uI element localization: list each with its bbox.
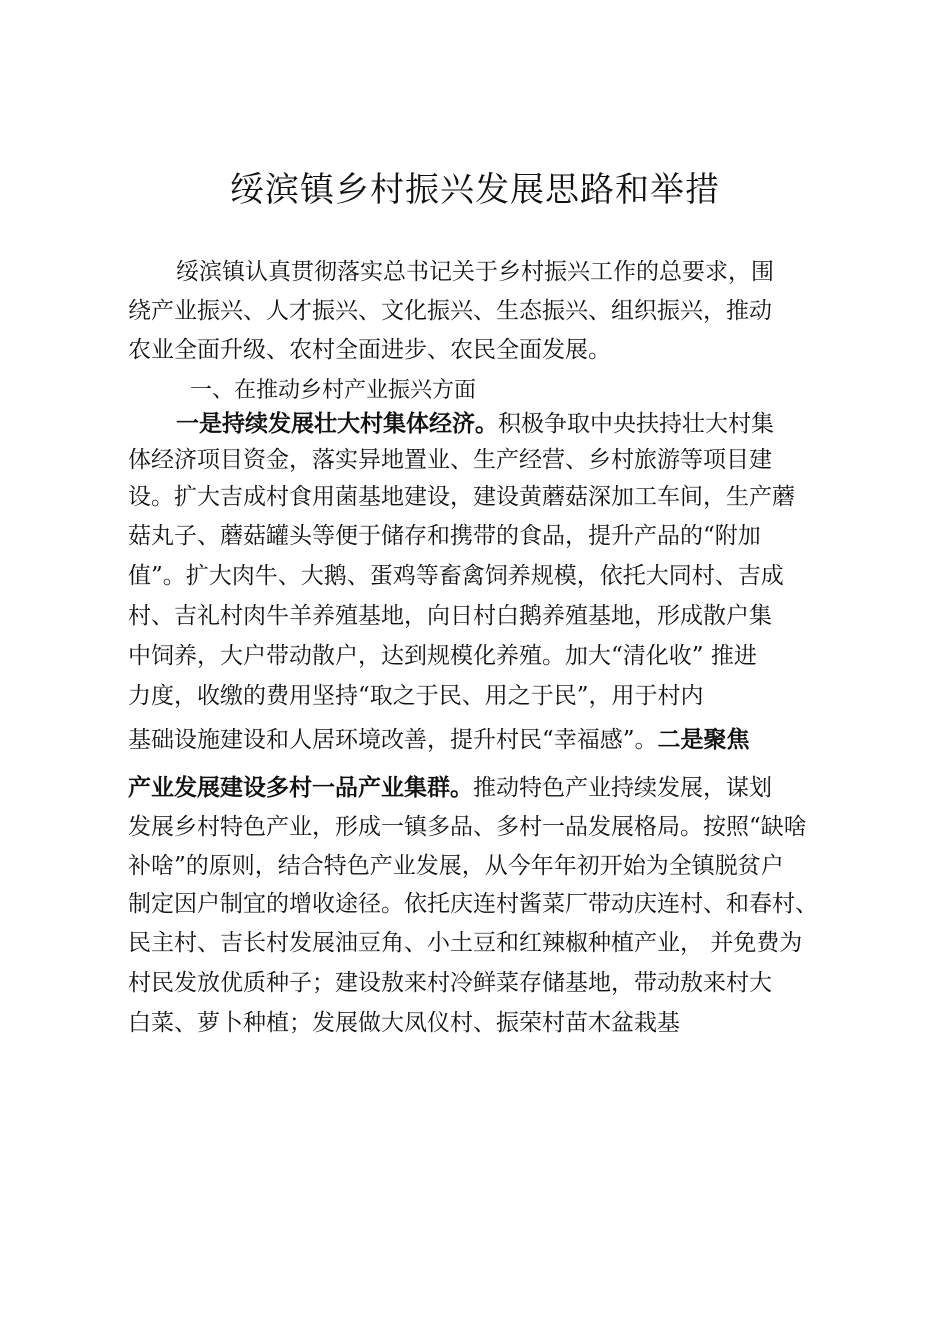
item2-line-1 [128,773,772,803]
item1-line-8: 力度，收缴的费用坚持“取之于民、用之于民”，用于村内 [128,683,704,709]
item2-line-2: 发展乡村特色产业，形成一镇多品、多村一品发展格局。按照“缺啥 [128,814,807,840]
item2-line-1-rest: 推动特色产业持续发展，谋划 [473,775,772,801]
item1-line-7: 中饲养，大户带动散户，达到规模化养殖。加大“清化收” 推进 [128,643,757,669]
item2-line-4: 制定因户制宜的增收途径。依托庆连村酱菜厂带动庆连村、和春村、 [128,891,818,917]
item2-line-3: 补啥”的原则，结合特色产业发展，从今年年初开始为全镇脱贫户 [128,853,784,879]
item1-title: 一是持续发展壮大村集体经济。 [176,411,498,437]
document-title: 绥滨镇乡村振兴发展思路和举措 [230,170,720,210]
item2-title: 产业发展建设多村一品产业集群。 [128,775,473,801]
section-heading: 一、在推动乡村产业振兴方面 [190,378,477,403]
item2-title-start: 二是聚焦 [657,727,750,753]
item1-line-4: 菇丸子、蘑菇罐头等便于储存和携带的食品，提升产品的“附加 [128,523,761,549]
item1-line-9 [128,725,750,755]
intro-line-1: 绥滨镇认真贯彻落实总书记关于乡村振兴工作的总要求，围 [176,259,774,285]
item1-line-6: 村、吉礼村肉牛羊养殖基地，向日村白鹅养殖基地，形成散户集 [128,603,772,629]
item2-line-7: 白菜、萝卜种植；发展做大凤仪村、振荣村苗木盆栽基 [128,1010,680,1036]
item1-line-3: 设。扩大吉成村食用菌基地建设，建设黄蘑菇深加工车间，生产蘑 [128,484,795,510]
item1-line-1-rest: 积极争取中央扶持壮大村集 [498,411,774,437]
item1-line-9-text: 基础设施建设和人居环境改善，提升村民“幸福感”。 [128,727,658,753]
item2-line-5: 民主村、吉长村发展油豆角、小土豆和红辣椒种植产业， 并免费为 [128,930,803,956]
item2-line-6: 村民发放优质种子；建设敖来村冷鲜菜存储基地，带动敖来村大 [128,970,772,996]
item1-line-5: 值”。扩大肉牛、大鹅、蛋鸡等畜禽饲养规模，依托大同村、吉成 [128,563,784,589]
item1-line-1 [176,409,774,439]
intro-line-2: 绕产业振兴、人才振兴、文化振兴、生态振兴、组织振兴，推动 [128,298,772,324]
intro-line-3: 农业全面升级、农村全面进步、农民全面发展。 [128,337,611,363]
item1-line-2: 体经济项目资金，落实异地置业、生产经营、乡村旅游等项目建 [128,447,772,473]
